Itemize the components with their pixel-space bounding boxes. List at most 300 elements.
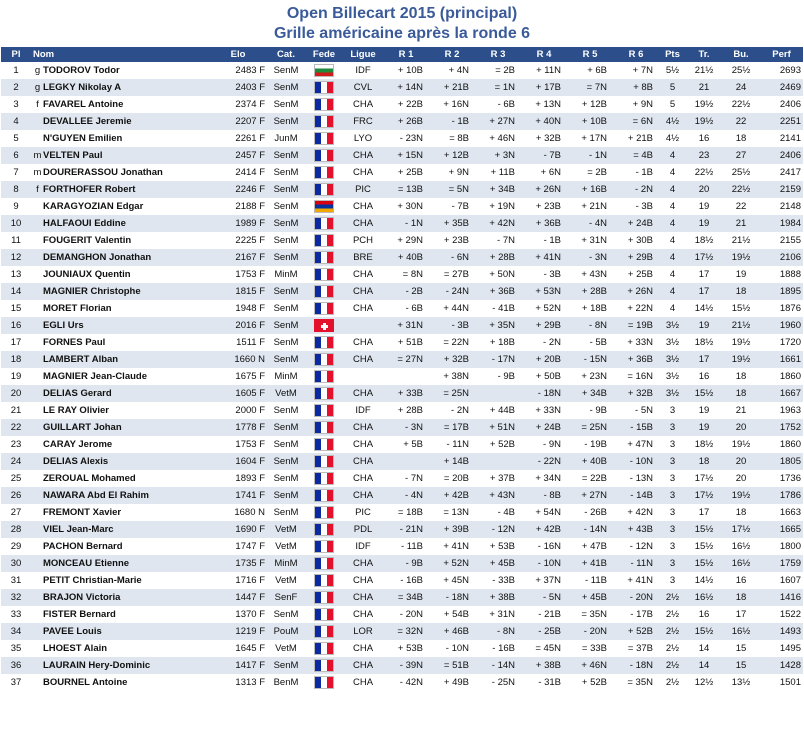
flag-fr-icon [314,557,334,570]
player-name[interactable]: CARAY Jerome [43,439,113,450]
elo-cell: 2000 F [235,405,265,416]
round-3-cell: - 33B [492,575,515,586]
table-row[interactable] [1,521,803,538]
player-name[interactable]: HALFAOUI Eddine [43,218,126,229]
round-3-cell [475,385,521,402]
round-5-cell: - 1N [567,147,613,164]
round-1-cell: = 8N [402,269,423,280]
flag-fr-icon [314,523,334,536]
performance-cell: 1895 [760,283,803,300]
round-5-cell: + 10B [567,113,613,130]
round-2-cell: + 14B [429,453,475,470]
performance-cell: 1736 [779,473,801,484]
round-3-cell: + 34B [475,181,521,198]
league-cell: LYO [353,133,373,144]
round-2-cell: - 3B [429,317,475,334]
tiebreak-tr-cell: 17 [686,351,722,368]
round-4-cell: + 11N [536,65,561,76]
table-row[interactable] [1,351,803,368]
player-name[interactable]: DEVALLEE Jeremie [43,116,132,127]
player-name[interactable]: LE RAY Olivier [43,405,110,416]
column-header-r5[interactable]: R 5 [567,47,613,62]
performance-cell: 1860 [779,439,801,450]
elo-cell: 1605 F [209,385,267,402]
player-name[interactable]: MONCEAU Etienne [43,558,130,569]
elo-cell: 2246 F [209,181,267,198]
table-row[interactable] [1,504,803,521]
place-cell: 17 [10,337,22,348]
column-header-pts[interactable]: Pts [659,47,686,62]
player-name-cell [31,351,209,368]
federation-cell [305,351,343,368]
table-row[interactable] [1,368,803,385]
column-header-r1[interactable]: R 1 [383,47,429,62]
tiebreak-tr-cell: 16 [698,371,710,382]
tiebreak-tr-cell: 15½ [686,521,722,538]
points-cell: 3½ [665,371,680,382]
category-cell: MinM [274,371,298,382]
player-name[interactable]: TODOROV Todor [43,65,120,76]
place-cell: 8 [1,181,31,198]
player-title: m [33,150,42,161]
federation-cell [305,589,343,606]
round-6-cell: = 37B [627,643,653,654]
league-cell: FRC [343,113,383,130]
federation-cell [305,164,343,181]
flag-fr-icon [314,115,334,128]
tiebreak-tr-cell: 14½ [694,575,714,586]
round-6-cell: + 30B [627,235,653,246]
player-name[interactable]: FOUGERIT Valentin [43,235,132,246]
player-name[interactable]: VELTEN Paul [43,150,103,161]
round-3-cell: + 36B [475,283,521,300]
category-cell: SenM [273,65,299,76]
round-1-cell: = 32N [383,623,429,640]
player-name[interactable]: MORET Florian [43,303,112,314]
tiebreak-bu-cell: 22½ [731,99,751,110]
round-5-cell: + 43N [581,269,607,280]
tiebreak-tr-cell: 19½ [686,113,722,130]
column-header-nom[interactable]: Nom [31,47,209,62]
column-header-bu[interactable]: Bu. [722,47,760,62]
federation-cell [305,487,343,504]
place-cell: 18 [1,351,31,368]
round-2-cell: = 20B [443,473,469,484]
round-4-cell: + 42B [521,521,567,538]
tiebreak-bu-cell: 16½ [722,623,760,640]
flag-fr-icon [314,353,334,366]
tiebreak-bu-cell: 15 [735,643,747,654]
flag-fr-icon [314,149,334,162]
performance-cell: 2406 [760,147,803,164]
column-header-perf[interactable]: Perf [760,47,803,62]
player-name[interactable]: DELIAS Alexis [43,456,109,467]
tiebreak-bu-cell: 22 [722,113,760,130]
round-4-cell: + 32B [535,133,561,144]
player-title: f [36,184,39,195]
league-cell: CVL [343,79,383,96]
round-1-cell: = 18B [397,507,423,518]
table-row[interactable] [1,385,803,402]
round-3-cell: + 38B [475,589,521,606]
tiebreak-bu-cell: 15½ [731,303,751,314]
player-name-cell [31,266,209,283]
round-4-cell: - 7B [521,147,567,164]
player-name[interactable]: N'GUYEN Emilien [43,133,123,144]
table-row[interactable] [1,453,803,470]
round-6-cell: + 29B [613,249,659,266]
elo-cell: 1313 F [235,677,265,688]
player-name-cell [31,623,209,640]
column-header-tr[interactable]: Tr. [686,47,722,62]
performance-cell: 1752 [760,419,803,436]
round-4-cell: - 8B [521,487,567,504]
points-cell: 3 [659,453,686,470]
player-name[interactable]: JOUNIAUX Quentin [43,269,131,280]
tiebreak-bu-cell: 17½ [722,521,760,538]
flag-fr-icon [314,659,334,672]
place-cell: 37 [10,677,22,688]
table-row[interactable] [1,266,803,283]
table-row[interactable] [1,232,803,249]
player-name-cell [31,79,209,96]
category-cell: SenM [267,249,305,266]
round-2-cell: + 52N [429,555,475,572]
table-row[interactable] [1,572,803,589]
federation-cell [305,555,343,572]
points-cell: 5 [659,79,686,96]
column-header-elo[interactable]: Elo [209,47,267,62]
category-cell: MinM [274,269,298,280]
player-name[interactable]: LAURAIN Hery-Dominic [43,660,151,671]
player-name[interactable]: PETIT Christian-Marie [43,575,142,586]
round-5-cell: = 33B [581,643,607,654]
place-cell: 31 [10,575,22,586]
category-cell: SenM [273,167,299,178]
place-cell: 20 [1,385,31,402]
round-6-cell: + 41N [627,575,653,586]
table-row[interactable] [1,79,803,96]
flag-fr-icon [314,183,334,196]
elo-cell: 1753 F [235,439,265,450]
place-cell: 13 [10,269,22,280]
tiebreak-tr-cell: 17 [698,507,710,518]
league-cell: PIC [343,181,383,198]
tiebreak-tr-cell: 19½ [694,99,714,110]
federation-cell [305,317,343,334]
round-5-cell: = 35N [581,609,607,620]
elo-cell: 1219 F [209,623,267,640]
round-3-cell: - 17N [475,351,521,368]
elo-cell: 1753 F [235,269,265,280]
round-1-cell: + 33B [383,385,429,402]
category-cell: SenM [267,181,305,198]
round-2-cell: - 11N [446,439,469,450]
round-2-cell: - 2N [451,405,469,416]
table-row[interactable] [1,147,803,164]
table-row[interactable] [1,538,803,555]
round-4-cell: + 52N [535,303,561,314]
player-name-cell [31,572,209,589]
tiebreak-bu-cell: 25½ [731,65,751,76]
round-3-cell: - 16B [492,643,515,654]
federation-cell [305,623,343,640]
player-name[interactable]: EGLI Urs [43,320,84,331]
performance-cell: 1661 [760,351,803,368]
tiebreak-bu-cell: 21½ [731,235,751,246]
player-name[interactable]: VIEL Jean-Marc [43,524,114,535]
player-name[interactable]: GUILLART Johan [43,422,122,433]
column-header-r4[interactable]: R 4 [521,47,567,62]
tiebreak-tr-cell: 21 [686,79,722,96]
tiebreak-bu-cell: 19½ [722,249,760,266]
table-row[interactable] [1,181,803,198]
elo-cell: 1815 F [209,283,267,300]
table-row[interactable] [1,623,803,640]
round-3-cell: - 6B [497,99,515,110]
federation-cell [305,283,343,300]
tiebreak-tr-cell: 19 [698,405,710,416]
tiebreak-bu-cell: 18 [735,371,747,382]
player-name-cell [31,453,209,470]
round-4-cell: - 2N [543,337,561,348]
column-header-r6[interactable]: R 6 [613,47,659,62]
round-4-cell: + 33N [535,405,561,416]
table-row[interactable] [1,555,803,572]
player-name[interactable]: DOURERASSOU Jonathan [43,167,163,178]
round-1-cell: - 23N [399,133,423,144]
points-cell: 3½ [659,317,686,334]
elo-cell: 2261 F [235,133,265,144]
round-2-cell: + 4N [448,65,469,76]
place-cell: 33 [10,609,22,620]
table-row[interactable] [1,436,803,453]
federation-cell [305,181,343,198]
round-4-cell: + 23B [535,201,561,212]
tiebreak-tr-cell: 15½ [686,555,722,572]
round-2-cell: = 13N [443,507,469,518]
round-5-cell: + 47B [581,541,607,552]
table-row[interactable] [1,96,803,113]
player-name[interactable]: FORNES Paul [43,337,106,348]
elo-cell: 2207 F [209,113,267,130]
round-5-cell: = 2B [587,167,607,178]
tiebreak-bu-cell: 19½ [731,337,751,348]
player-name[interactable]: FAVAREL Antoine [43,99,124,110]
flag-fr-icon [314,98,334,111]
player-name[interactable]: BRAJON Victoria [43,592,121,603]
elo-cell: 1747 F [235,541,265,552]
points-cell: 4 [659,283,686,300]
performance-cell: 2159 [760,181,803,198]
place-cell: 10 [1,215,31,232]
player-name-cell [31,130,209,147]
round-5-cell: - 8N [567,317,613,334]
federation-cell [305,419,343,436]
category-cell: VetM [275,541,297,552]
player-name[interactable]: NAWARA Abd El Rahim [43,490,149,501]
round-5-cell: + 21N [581,201,607,212]
player-name[interactable]: FISTER Bernard [43,609,116,620]
player-title: g [34,65,41,76]
round-3-cell: + 18B [489,337,515,348]
column-header-pl[interactable]: Pl [1,47,31,62]
league-cell: CHA [343,419,383,436]
round-3-cell: + 52B [489,439,515,450]
flag-fr-icon [314,489,334,502]
performance-cell: 1800 [779,541,801,552]
table-row[interactable] [1,606,803,623]
round-2-cell: = 5N [429,181,475,198]
column-header-fede[interactable]: Fede [305,47,343,62]
table-row[interactable] [1,249,803,266]
round-2-cell: - 6N [429,249,475,266]
column-header-r2[interactable]: R 2 [429,47,475,62]
elo-cell: 2483 F [235,65,265,76]
column-header-ligue[interactable]: Ligue [343,47,383,62]
player-name[interactable]: DEMANGHON Jonathan [43,252,152,263]
player-name[interactable]: FORTHOFER Robert [43,184,136,195]
flag-ch-icon [314,319,334,332]
table-row[interactable] [1,589,803,606]
category-cell: SenM [273,303,299,314]
federation-cell [305,640,343,657]
tiebreak-bu-cell: 18 [722,385,760,402]
tiebreak-bu-cell: 19½ [722,351,760,368]
round-4-cell: - 21B [538,609,561,620]
table-row[interactable] [1,113,803,130]
round-6-cell: + 8B [613,79,659,96]
table-row[interactable] [1,198,803,215]
category-cell: SenM [273,201,299,212]
round-3-cell: + 46N [489,133,515,144]
player-name[interactable]: LAMBERT Alban [43,354,119,365]
category-cell: SenM [267,215,305,232]
round-4-cell: + 50B [535,371,561,382]
performance-cell: 1759 [760,555,803,572]
player-name-cell [31,249,209,266]
round-6-cell: + 42N [627,507,653,518]
round-6-cell: - 17B [630,609,653,620]
flag-am-icon [314,200,334,213]
place-cell: 3 [13,99,19,110]
table-row[interactable] [1,283,803,300]
player-name[interactable]: LHOEST Alain [43,643,108,654]
performance-cell: 1888 [779,269,801,280]
round-6-cell: - 14B [613,487,659,504]
round-1-cell: - 3N [383,419,429,436]
player-name[interactable]: BOURNEL Antoine [43,677,128,688]
table-row[interactable] [1,419,803,436]
elo-cell: 1680 N [234,507,265,518]
tiebreak-tr-cell: 17 [686,283,722,300]
table-row[interactable] [1,300,803,317]
category-cell: SenM [267,79,305,96]
tiebreak-tr-cell: 18½ [694,337,714,348]
round-5-cell: + 18B [581,303,607,314]
player-name[interactable]: DELIAS Gerard [43,388,112,399]
round-5-cell: - 3N [567,249,613,266]
league-cell: CHA [343,487,383,504]
round-2-cell: + 54B [443,609,469,620]
category-cell: VetM [267,385,305,402]
place-cell: 21 [10,405,22,416]
flag-fr-icon [314,506,334,519]
table-row[interactable] [1,62,803,79]
column-header-cat[interactable]: Cat. [267,47,305,62]
player-name[interactable]: PACHON Bernard [43,541,123,552]
player-name[interactable]: ZEROUAL Mohamed [43,473,136,484]
table-row[interactable] [1,164,803,181]
table-row[interactable] [1,674,803,691]
round-6-cell: + 33N [627,337,653,348]
flag-fr-icon [314,455,334,468]
tiebreak-bu-cell: 20 [735,473,747,484]
tiebreak-tr-cell: 14 [686,657,722,674]
round-4-cell: - 25B [521,623,567,640]
league-cell: IDF [355,541,371,552]
table-row[interactable] [1,402,803,419]
round-1-cell [383,368,429,385]
round-6-cell: - 11N [613,555,659,572]
round-3-cell: - 41B [492,303,515,314]
league-cell: CHA [352,201,374,212]
flag-fr-icon [314,642,334,655]
points-cell: 5 [669,99,676,110]
round-2-cell: + 16N [443,99,469,110]
round-4-cell: + 29B [521,317,567,334]
elo-cell: 1948 F [235,303,265,314]
table-row[interactable] [1,215,803,232]
player-name-cell [31,504,209,521]
player-name-cell [31,62,209,79]
points-cell: 3 [659,487,686,504]
round-5-cell: + 27N [567,487,613,504]
player-name-cell [31,419,209,436]
table-row[interactable] [1,334,803,351]
table-row[interactable] [1,130,803,147]
round-5-cell: - 11B [584,575,607,586]
points-cell: 4½ [665,133,680,144]
round-2-cell: - 10N [445,643,469,654]
round-2-cell: = 25N [429,385,475,402]
table-row[interactable] [1,487,803,504]
round-6-cell: = 16N [627,371,653,382]
round-6-cell: + 32B [613,385,659,402]
table-row[interactable] [1,640,803,657]
column-header-r3[interactable]: R 3 [475,47,521,62]
player-name[interactable]: MAGNIER Jean-Claude [43,371,147,382]
player-name[interactable]: FREMONT Xavier [43,507,122,518]
tiebreak-bu-cell: 18 [722,589,760,606]
flag-fr-icon [314,387,334,400]
player-name[interactable]: PAVEE Louis [43,626,102,637]
points-cell: 4 [669,235,676,246]
table-row[interactable] [1,657,803,674]
round-4-cell: + 20B [521,351,567,368]
player-name[interactable]: LEGKY Nikolay A [43,82,122,93]
table-row[interactable] [1,470,803,487]
player-name[interactable]: MAGNIER Christophe [43,286,141,297]
performance-cell: 2417 [779,167,801,178]
league-cell: CHA [343,147,383,164]
round-3-cell: + 53B [489,541,515,552]
tiebreak-tr-cell: 17½ [694,473,714,484]
table-row[interactable] [1,317,803,334]
performance-cell: 2251 [760,113,803,130]
player-name[interactable]: KARAGYOZIAN Edgar [43,201,144,212]
tiebreak-tr-cell: 19 [686,419,722,436]
